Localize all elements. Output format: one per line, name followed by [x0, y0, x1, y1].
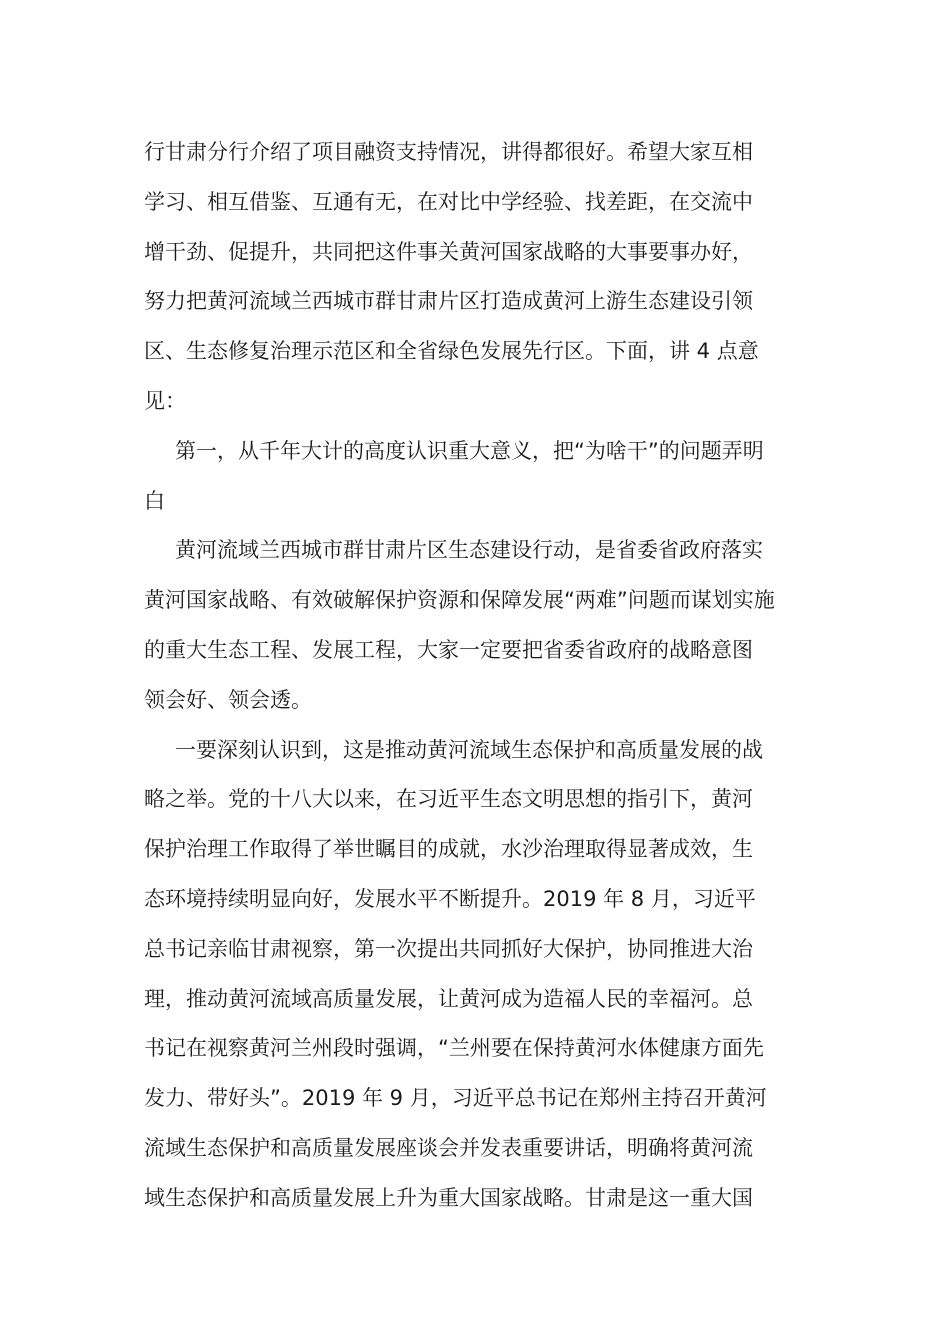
text-line: 行甘肃分行介绍了项目融资支持情况，讲得都很好。希望大家互相 — [144, 140, 753, 164]
section-heading-line: 白 — [144, 488, 165, 513]
text-line: 见： — [144, 388, 186, 413]
text-line: 流域生态保护和高质量发展座谈会并发表重要讲话，明确将黄河流 — [144, 1135, 753, 1160]
text-line: 努力把黄河流域兰西城市群甘肃片区打造成黄河上游生态建设引领 — [144, 289, 753, 314]
text-line: 发力、带好头”。2019 年 9 月，习近平总书记在郑州主持召开黄河 — [144, 1086, 767, 1111]
text-line: 略之举。党的十八大以来，在习近平生态文明思想的指引下，黄河 — [144, 787, 753, 812]
text-line: 总书记亲临甘肃视察，第一次提出共同抓好大保护，协同推进大治 — [144, 936, 753, 961]
text-line: 领会好、领会透。 — [144, 687, 312, 712]
text-line: 的重大生态工程、发展工程，大家一定要把省委省政府的战略意图 — [144, 637, 753, 662]
text-line: 保护治理工作取得了举世瞩目的成就，水沙治理取得显著成效，生 — [144, 837, 753, 862]
text-line: 理，推动黄河流域高质量发展，让黄河成为造福人民的幸福河。总 — [144, 986, 753, 1011]
text-line: 域生态保护和高质量发展上升为重大国家战略。甘肃是这一重大国 — [144, 1185, 753, 1210]
text-line: 学习、相互借鉴、互通有无，在对比中学经验、找差距，在交流中 — [144, 189, 753, 214]
text-line: 黄河流域兰西城市群甘肃片区生态建设行动，是省委省政府落实 — [175, 538, 763, 563]
text-line: 增干劲、促提升，共同把这件事关黄河国家战略的大事要事办好， — [144, 239, 753, 264]
text-line: 书记在视察黄河兰州段时强调，“兰州要在保持黄河水体健康方面先 — [144, 1036, 764, 1061]
text-line: 区、生态修复治理示范区和全省绿色发展先行区。下面，讲 4 点意 — [144, 339, 759, 364]
document-body — [144, 128, 808, 1224]
text-line: 黄河国家战略、有效破解保护资源和保障发展“两难”问题而谋划实施 — [144, 588, 775, 613]
text-line: 一要深刻认识到，这是推动黄河流域生态保护和高质量发展的战 — [175, 737, 763, 762]
text-line: 态环境持续明显向好，发展水平不断提升。2019 年 8 月，习近平 — [144, 886, 756, 911]
section-heading-line: 第一，从千年大计的高度认识重大意义，把“为啥干”的问题弄明 — [175, 438, 764, 463]
